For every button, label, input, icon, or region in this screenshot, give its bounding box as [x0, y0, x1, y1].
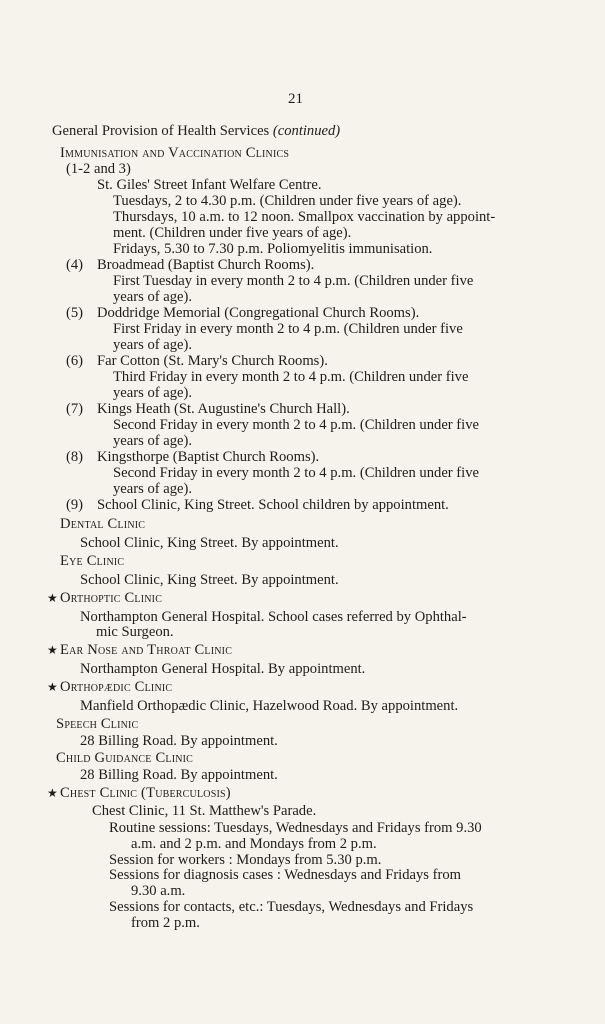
section-title-ent: Ear Nose and Throat Clinic: [60, 642, 233, 658]
section-title-eye: Eye Clinic: [60, 553, 125, 569]
session-line: Routine sessions: Tuesdays, Wednesdays and Fridays from 9.30: [109, 820, 482, 836]
clinic-detail: ment. (Children under five years of age).: [113, 225, 352, 241]
star-marker: ★: [47, 680, 58, 694]
session-line: 9.30 a.m.: [131, 883, 186, 899]
star-marker: ★: [47, 591, 58, 605]
section-text: 28 Billing Road. By appointment.: [80, 767, 278, 783]
section-text: School Clinic, King Street. By appointment.: [80, 572, 339, 588]
section-title-dental: Dental Clinic: [60, 516, 146, 532]
page-heading: [52, 123, 340, 139]
session-line: a.m. and 2 p.m. and Mondays from 2 p.m.: [131, 836, 377, 852]
clinic-number: (6): [66, 353, 84, 369]
session-line: Sessions for contacts, etc.: Tuesdays, Wednesdays and Fridays: [109, 899, 474, 915]
section-text: mic Surgeon.: [96, 624, 174, 640]
clinic-name: Far Cotton (St. Mary's Church Rooms).: [97, 353, 328, 369]
clinic-number: (7): [66, 401, 84, 417]
session-line: from 2 p.m.: [131, 915, 200, 931]
clinic-name: St. Giles' Street Infant Welfare Centre.: [97, 177, 322, 193]
section-text: Manfield Orthopædic Clinic, Hazelwood Road. By appointment.: [80, 698, 459, 714]
section-title-child-guidance: Child Guidance Clinic: [56, 750, 194, 766]
clinic-detail: years of age).: [113, 433, 193, 449]
page-number: 21: [288, 91, 303, 107]
clinic-name: Doddridge Memorial (Congregational Church Rooms).: [97, 305, 420, 321]
section-title-orthoptic: Orthoptic Clinic: [60, 590, 163, 606]
session-line: Session for workers : Mondays from 5.30 p.m.: [109, 852, 382, 868]
session-line: Sessions for diagnosis cases : Wednesdays and Fridays from: [109, 867, 462, 883]
clinic-detail: Second Friday in every month 2 to 4 p.m. (Children under five: [113, 417, 479, 433]
clinic-name: Broadmead (Baptist Church Rooms).: [97, 257, 315, 273]
clinic-detail: First Friday in every month 2 to 4 p.m. (Children under five: [113, 321, 463, 337]
clinic-detail: Thursdays, 10 a.m. to 12 noon. Smallpox vaccination by appoint-: [113, 209, 496, 225]
clinic-detail: years of age).: [113, 337, 193, 353]
heading-continued: (continued): [272, 123, 341, 139]
clinic-number: (9): [66, 497, 84, 513]
clinic-detail: Third Friday in every month 2 to 4 p.m. (Children under five: [113, 369, 469, 385]
section-text: 28 Billing Road. By appointment.: [80, 733, 278, 749]
clinic-detail: years of age).: [113, 289, 193, 305]
section-text: Northampton General Hospital. By appointment.: [80, 661, 366, 677]
clinic-detail: years of age).: [113, 385, 193, 401]
section-title-orthopaedic: Orthopædic Clinic: [60, 679, 173, 695]
section-text: Chest Clinic, 11 St. Matthew's Parade.: [92, 803, 317, 819]
section-text: School Clinic, King Street. By appointment.: [80, 535, 339, 551]
clinic-number: (1-2 and 3): [66, 161, 131, 177]
clinic-number: (5): [66, 305, 84, 321]
star-marker: ★: [47, 643, 58, 657]
clinic-name: School Clinic, King Street. School children by appointment.: [97, 497, 449, 513]
clinic-number: (8): [66, 449, 84, 465]
clinic-detail: First Tuesday in every month 2 to 4 p.m. (Children under five: [113, 273, 474, 289]
clinic-name: Kingsthorpe (Baptist Church Rooms).: [97, 449, 320, 465]
star-marker: ★: [47, 786, 58, 800]
clinic-detail: Fridays, 5.30 to 7.30 p.m. Poliomyelitis immunisation.: [113, 241, 433, 257]
clinic-detail: years of age).: [113, 481, 193, 497]
clinic-number: (4): [66, 257, 84, 273]
heading-main: General Provision of Health Services: [52, 123, 270, 139]
section-title-chest: Chest Clinic (Tuberculosis): [60, 785, 231, 801]
section-text: Northampton General Hospital. School cases referred by Ophthal-: [80, 609, 467, 625]
section-title-immunisation: Immunisation and Vaccination Clinics: [60, 145, 290, 161]
clinic-name: Kings Heath (St. Augustine's Church Hall).: [97, 401, 350, 417]
clinic-detail: Second Friday in every month 2 to 4 p.m. (Children under five: [113, 465, 479, 481]
clinic-detail: Tuesdays, 2 to 4.30 p.m. (Children under five years of age).: [113, 193, 462, 209]
section-title-speech: Speech Clinic: [56, 716, 139, 732]
